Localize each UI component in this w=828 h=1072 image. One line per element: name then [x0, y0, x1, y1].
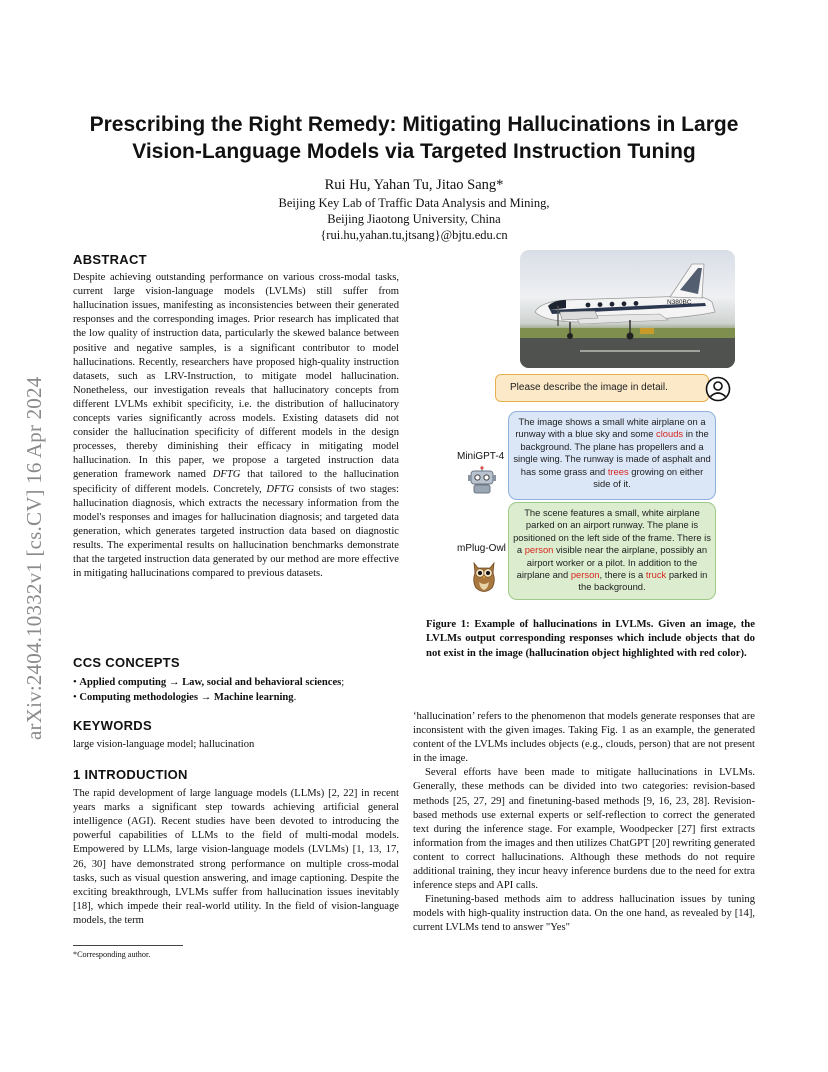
footnote-rule — [73, 945, 183, 946]
user-avatar-icon — [705, 376, 731, 407]
arxiv-identifier: arXiv:2404.10332v1 [cs.CV] 16 Apr 2024 — [22, 376, 46, 740]
abstract-text: Despite achieving outstanding performance on various cross-modal tasks, current large vision-language models (LVLMs) still suffer from hallucination issues, manifesting as inconsistencies between their generated responses and the corresponding images. Prior research has implicated that the low quality of instruction data, particularly the skewed balance between positive and negative samples, is a significant contributor to model hallucinations. Recently, researchers have proposed high-quality instruction datasets, such as LRV-Instruction, to mitigate model hallucination. Nonetheless, our investigation reveals that hallucinatory concepts from different LVLMs exhibit specificity, i.e. the distribution of hallucinatory concepts varies significantly across models. Existing datasets did not consider the hallucination specificity of different models in the design processes, thereby diminishing their efficacy in mitigating model hallucination. In this paper, we propose a targeted instruction data generation framework named DFTG that tailored to the hallucination specificity of different models. Concretely, DFTG consists of two stages: hallucination diagnosis, which extracts the necessary information from the model's responses and images for hallucination diagnosis; and targeted data generation, which generates targeted instruction data based on diagnostic results. The experimental results on hallucination benchmarks demonstrate that the targeted instruction data generated by our method are more effective in mitigating hallucinations compared to previous datasets. — [73, 272, 399, 580]
tail-number: N380BC — [667, 299, 692, 306]
title-line-2: Vision-Language Models via Targeted Instruction Tuning — [132, 140, 696, 163]
hallucinated-object-trees: trees — [607, 465, 629, 477]
introduction-paragraph-2: ‘hallucination’ refers to the phenomenon that models generate responses that are inconsistent with the given images. Taking Fig. 1 as an example, the generated content of the LVLMs includes objects (e.g., clouds, person) that are not present in the image. — [413, 711, 755, 765]
ccs-item-applied-computing: • Applied computing → Law, social and behavioral sciences; — [73, 677, 345, 689]
ccs-item-computing-methodologies: • Computing methodologies → Machine learning. — [73, 692, 297, 704]
title-line-1: Prescribing the Right Remedy: Mitigating Hallucinations in Large — [89, 113, 739, 136]
affiliation-university: Beijing Jiaotong University, China — [327, 212, 501, 226]
introduction-paragraph-3: Several efforts have been made to mitigate hallucinations in LVLMs. Generally, these methods can be divided into two categories: revision-based methods [25, 27, 29] and finetuning-based methods [9, 16, 23, 28]. Revision-based methods use external experts or self-reflection to correct the generated text during the inference stage. For example, Woodpecker [27] first extracts information from the images and then utilizes ChatGPT [20] rewriting generated content to correct hallucinations. Although these methods do not require additional training, they incur heavy inference burdens due to the need for extra inference steps and API calls. — [413, 767, 755, 892]
owl-icon — [469, 557, 499, 600]
hallucinated-object-clouds: clouds — [656, 428, 684, 440]
airplane-photo — [520, 250, 735, 368]
figure-1 — [440, 248, 750, 610]
model-label-minigpt4: MiniGPT-4 — [457, 451, 505, 462]
introduction-paragraph-1: The rapid development of large language models (LLMs) [2, 22] in recent years marks a significant step towards achieving artificial general intelligence (AGI). Recent studies have been devoted to introducing the powerful capabilities of LLMs to the field of multi-modal models. Empowered by LLMs, large vision-language models (LVLMs) [1, 13, 17, 26, 30] have demonstrated strong performance on multiple cross-modal tasks, such as visual question answering, and image captioning. Despite the exciting breakthrough, LVLMs suffer from hallucination issues inevitably [18], which impede their real-world utility. In the field of vision-language models, the term — [73, 788, 399, 926]
user-prompt-box: Please describe the image in detail. — [495, 374, 709, 402]
author-list: Rui Hu, Yahan Tu, Jitao Sang* — [324, 177, 504, 193]
figure-1-caption: Figure 1: Example of hallucinations in LVLMs. Given an image, the LVLMs output corresponding responses which include objects that do not exist in the image (hallucination object highlighted with red color). — [426, 618, 755, 659]
ccs-section — [73, 656, 399, 705]
abstract-section — [73, 253, 399, 581]
paper-title — [60, 111, 768, 165]
introduction-heading: 1 INTRODUCTION — [73, 767, 188, 782]
robot-icon — [467, 466, 497, 499]
author-email: {rui.hu,yahan.tu,jtsang}@bjtu.edu.cn — [320, 228, 508, 242]
affiliation-lab: Beijing Key Lab of Traffic Data Analysis and Mining, — [278, 196, 550, 210]
hallucinated-object-truck: truck — [645, 569, 667, 581]
model-label-mplug-owl: mPlug-Owl — [457, 543, 506, 554]
introduction-right-column — [413, 710, 755, 936]
keywords-section — [73, 719, 399, 752]
ccs-heading: CCS CONCEPTS — [73, 655, 180, 670]
introduction-section — [73, 768, 399, 928]
introduction-paragraph-4: Finetuning-based methods aim to address hallucination issues by tuning models with high-quality instruction data. On the one hand, as revealed by [14], current LVLMs tend to answer "Yes" — [413, 894, 755, 934]
airplane-illustration — [520, 250, 735, 368]
keywords-text: large vision-language model; hallucination — [73, 739, 255, 751]
mplug-owl-response-bubble: The scene features a small, white airplane parked on an airport runway. The plane is positioned on the left side of the frame. There is a person visible near the airplane, possibly an airport worker or a pilot. In addition to the airplane and person, there is a truck parked in the background. — [508, 502, 716, 600]
hallucinated-object-person-2: person — [570, 569, 600, 581]
footnote: *Corresponding author. — [73, 950, 151, 959]
minigpt4-response-bubble: The image shows a small white airplane on a runway with a blue sky and some clouds in the background. The plane has propellers and a single wing. The runway is made of asphalt and has some grass and trees growing on either side of it. — [508, 411, 716, 500]
keywords-heading: KEYWORDS — [73, 718, 152, 733]
hallucinated-object-person: person — [524, 544, 554, 556]
abstract-heading: ABSTRACT — [73, 252, 147, 267]
